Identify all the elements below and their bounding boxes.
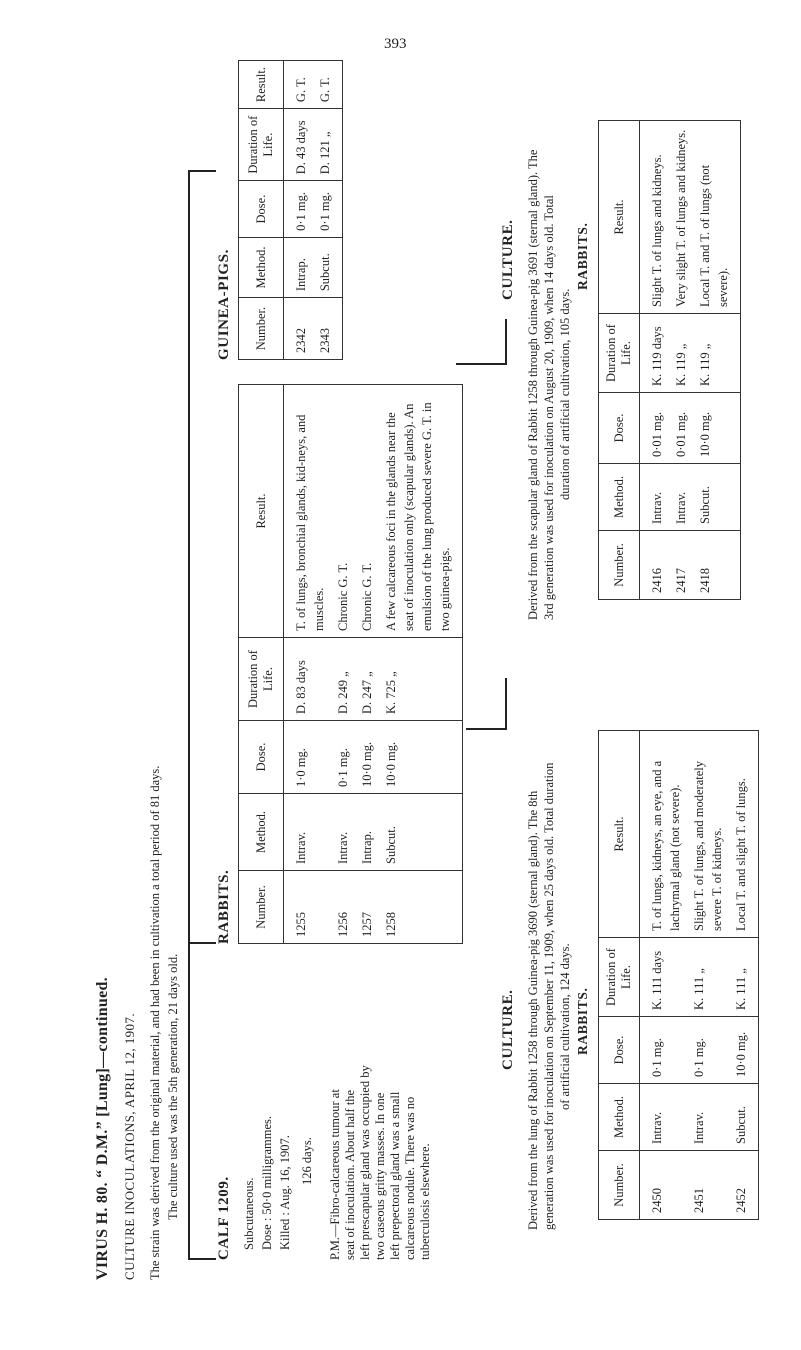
col-method: Method. (599, 1084, 640, 1151)
col-result: Result. (239, 385, 284, 638)
calf-pm-line: tuberculosis elsewhere. (418, 1143, 432, 1260)
col-duration: Duration of Life. (239, 109, 284, 181)
cell-method: Intrav. (284, 794, 332, 871)
bracket-drop-rabbits (188, 942, 216, 944)
cell-dose: 0·1 mg. (640, 1017, 688, 1084)
cell-number: 1258 (379, 871, 463, 944)
cell-method: Intrav. (669, 464, 693, 531)
col-duration: Duration of Life. (599, 938, 640, 1017)
table-row (331, 385, 355, 944)
guinea-pigs-heading: GUINEA-PIGS. (216, 249, 232, 360)
cell-method: Subcut. (693, 464, 741, 531)
cell-dose: 10·0 mg. (693, 393, 741, 464)
cell-number: 2417 (669, 531, 693, 600)
cell-result: Local T. and T. of lungs (not severe). (693, 121, 741, 314)
rabbits-heading: RABBITS. (216, 869, 232, 944)
table-row (284, 61, 314, 360)
cell-dose: 10·0 mg. (355, 721, 379, 794)
cell-result: Slight T. of lungs and kidneys. (640, 121, 670, 314)
cell-duration: D. 83 days (284, 638, 332, 721)
table-row (687, 731, 729, 1220)
col-number: Number. (599, 531, 640, 600)
cell-number: 2451 (687, 1151, 729, 1220)
guinea-pigs-table (238, 60, 343, 360)
table-row (693, 121, 741, 600)
cell-method: Intrav. (687, 1084, 729, 1151)
col-result: Result. (599, 121, 640, 314)
intro-line-1: The strain was derived from the original material, and had been in cultivation a total period of 81 days. (148, 765, 162, 1280)
connector-culture-b (456, 363, 506, 365)
calf-days: 126 days. (300, 1137, 314, 1185)
calf-pm-line: left prepectoral gland was a small (388, 1091, 402, 1260)
culture-b-text-line: 3rd generation was used for inoculation on August 20, 1909, when 14 days old. Total (542, 195, 556, 620)
culture-a-text-line: of artificial cultivation, 124 days. (558, 943, 572, 1110)
connector-culture-a-horizontal (505, 678, 507, 730)
calf-route: Subcutaneous. (242, 1177, 256, 1250)
bracket-drop-calf (188, 1258, 216, 1260)
cell-dose: 0·1 mg. (687, 1017, 729, 1084)
calf-pm-line: calcareous nodule. There was no (403, 1096, 417, 1260)
cell-duration: K. 119 days (640, 314, 670, 393)
table-row (355, 385, 379, 944)
cell-result: G. T. (284, 61, 314, 109)
cell-duration: D. 247 „ (355, 638, 379, 721)
col-result: Result. (239, 61, 284, 109)
cell-number: 1256 (331, 871, 355, 944)
cell-result: G. T. (313, 61, 343, 109)
intro-line-2: The culture used was the 5th generation, 21 days old. (166, 953, 180, 1220)
col-method: Method. (239, 237, 284, 297)
cell-method: Subcut. (313, 237, 343, 297)
calf-killed: Killed : Aug. 16, 1907. (278, 1135, 292, 1250)
col-number: Number. (599, 1151, 640, 1220)
culture-a-heading: CULTURE. (500, 989, 516, 1070)
culture-a-text-line: generation was used for inoculation on September 11, 1909, when 25 days old. Total duration (542, 762, 556, 1230)
col-number: Number. (239, 298, 284, 360)
calf-dose: Dose : 50·0 milligrammes. (260, 1115, 274, 1250)
culture-a-rabbits-heading: RABBITS. (575, 987, 590, 1055)
virus-title: VIRUS H. 80. “ D.M.” [Lung]—continued. (94, 977, 111, 1280)
cell-dose: 0·01 mg. (669, 393, 693, 464)
culture-a-rabbits-table (598, 730, 759, 1220)
cell-number: 1255 (284, 871, 332, 944)
cell-duration: D. 249 „ (331, 638, 355, 721)
inoculation-subtitle: CULTURE INOCULATIONS, APRIL 12, 1907. (122, 1013, 137, 1280)
table-row (640, 121, 670, 600)
cell-result: Chronic G. T. (355, 385, 379, 638)
cell-number: 2416 (640, 531, 670, 600)
rotated-page-content (80, 45, 770, 1300)
cell-result: Local T. and slight T. of lungs. (729, 731, 759, 938)
table-row (669, 121, 693, 600)
calf-heading: CALF 1209. (216, 1176, 232, 1260)
table-row (729, 731, 759, 1220)
cell-number: 2418 (693, 531, 741, 600)
cell-duration: K. 119 „ (693, 314, 741, 393)
col-duration: Duration of Life. (239, 638, 284, 721)
rabbits-table (238, 384, 463, 944)
table-row (284, 385, 332, 944)
cell-result: Slight T. of lungs, and moderately severe T. of kidneys. (687, 731, 729, 938)
cell-dose: 0·1 mg. (313, 181, 343, 238)
cell-dose: 0·1 mg. (284, 181, 314, 238)
cell-method: Intrav. (331, 794, 355, 871)
cell-number: 2342 (284, 298, 314, 360)
culture-b-text-line: Derived from the scapular gland of Rabbit 1258 through Guinea-pig 3691 (sternal gland). The (526, 149, 540, 620)
bracket-horizontal (188, 170, 190, 1260)
culture-a-text-line: Derived from the lung of Rabbit 1258 through Guinea-pig 3690 (sternal gland). The 8th (526, 790, 540, 1230)
table-row (379, 385, 463, 944)
cell-duration: K. 111 „ (687, 938, 729, 1017)
culture-b-text-line: duration of artificial cultivation, 105 days. (558, 288, 572, 500)
culture-b-rabbits-table (598, 120, 741, 600)
cell-method: Intrap. (284, 237, 314, 297)
cell-duration: D. 121 „ (313, 109, 343, 181)
col-dose: Dose. (239, 181, 284, 238)
cell-result: T. of lungs, bronchial glands, kid-neys, and muscles. (284, 385, 332, 638)
cell-number: 2450 (640, 1151, 688, 1220)
cell-method: Intrav. (640, 1084, 688, 1151)
cell-number: 2343 (313, 298, 343, 360)
cell-result: T. of lungs, kidneys, an eye, and a lachrymal gland (not severe). (640, 731, 688, 938)
col-number: Number. (239, 871, 284, 944)
cell-number: 1257 (355, 871, 379, 944)
col-method: Method. (239, 794, 284, 871)
calf-pm-line: left prescapular gland was occupied by (358, 1065, 372, 1260)
calf-pm-line: seat of inoculation. About half the (343, 1089, 357, 1260)
culture-b-rabbits-heading: RABBITS. (575, 222, 590, 290)
col-duration: Duration of Life. (599, 314, 640, 393)
connector-culture-a (466, 728, 506, 730)
cell-dose: 10·0 mg. (729, 1017, 759, 1084)
cell-method: Subcut. (379, 794, 463, 871)
cell-method: Intrav. (640, 464, 670, 531)
cell-result: Chronic G. T. (331, 385, 355, 638)
cell-dose: 1·0 mg. (284, 721, 332, 794)
table-row (313, 61, 343, 360)
cell-dose: 0·01 mg. (640, 393, 670, 464)
col-dose: Dose. (599, 1017, 640, 1084)
cell-method: Intrap. (355, 794, 379, 871)
bracket-drop-guinea (188, 170, 216, 172)
page-number: 393 (384, 36, 407, 52)
culture-b-heading: CULTURE. (500, 219, 516, 300)
calf-pm-line: P.M.—Fibro-calcareous tumour at (328, 1089, 342, 1260)
col-dose: Dose. (239, 721, 284, 794)
col-result: Result. (599, 731, 640, 938)
cell-dose: 0·1 mg. (331, 721, 355, 794)
cell-duration: K. 119 „ (669, 314, 693, 393)
col-method: Method. (599, 464, 640, 531)
cell-duration: K. 111 „ (729, 938, 759, 1017)
table-row (640, 731, 688, 1220)
cell-duration: D. 43 days (284, 109, 314, 181)
cell-duration: K. 725 „ (379, 638, 463, 721)
cell-result: Very slight T. of lungs and kidneys. (669, 121, 693, 314)
cell-result: A few calcareous foci in the glands near the seat of inoculation only (scapular glands). An emulsion of the lung produced severe G. T. in two guinea-pigs. (379, 385, 463, 638)
col-dose: Dose. (599, 393, 640, 464)
calf-pm-line: two caseous gritty masses. In one (373, 1092, 387, 1260)
connector-culture-b-horizontal (505, 319, 507, 365)
cell-duration: K. 111 days (640, 938, 688, 1017)
cell-method: Subcut. (729, 1084, 759, 1151)
cell-number: 2452 (729, 1151, 759, 1220)
cell-dose: 10·0 mg. (379, 721, 463, 794)
